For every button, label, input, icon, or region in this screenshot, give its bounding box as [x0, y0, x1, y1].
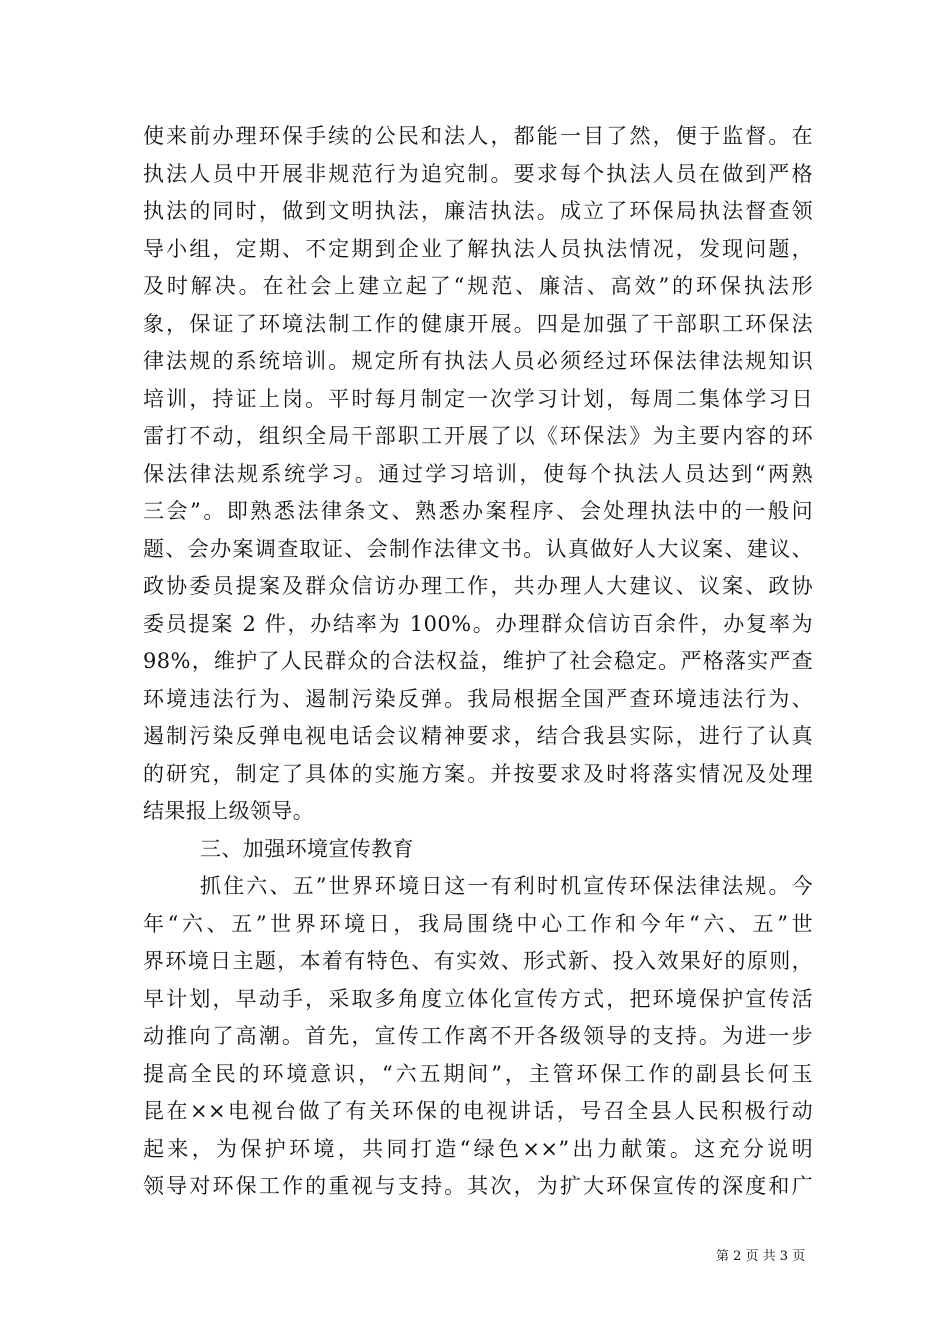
- body-line: 题、会办案调查取证、会制作法律文书。认真做好人大议案、建议、: [143, 536, 813, 561]
- body-line: 动推向了高潮。首先，宣传工作离不开各级领导的支持。为进一步: [143, 1024, 813, 1048]
- body-line: 律法规的系统培训。规定所有执法人员必须经过环保法律法规知识: [143, 349, 813, 373]
- body-line: 政协委员提案及群众信访办理工作，共办理人大建议、议案、政协: [143, 574, 813, 598]
- body-line: 领导对环保工作的重视与支持。其次，为扩大环保宣传的深度和广: [143, 1174, 813, 1198]
- body-line: 象，保证了环境法制工作的健康开展。四是加强了干部职工环保法: [143, 311, 813, 336]
- body-line: 执法的同时，做到文明执法，廉洁执法。成立了环保局执法督查领: [143, 199, 813, 223]
- body-line: 环境违法行为、遏制污染反弹。我局根据全国严查环境违法行为、: [143, 686, 813, 711]
- body-line: 的研究，制定了具体的实施方案。并按要求及时将落实情况及处理: [143, 761, 813, 786]
- body-line: 使来前办理环保手续的公民和法人，都能一目了然，便于监督。在: [143, 124, 813, 148]
- body-line: 结果报上级领导。: [143, 799, 315, 823]
- body-line: 界环境日主题，本着有特色、有实效、形式新、投入效果好的原则，: [143, 949, 813, 973]
- body-line: 遏制污染反弹电视电话会议精神要求，结合我县实际，进行了认真: [143, 724, 813, 748]
- body-line: 昆在××电视台做了有关环保的电视讲话，号召全县人民积极行动: [143, 1099, 813, 1123]
- body-line: 早计划，早动手，采取多角度立体化宣传方式，把环境保护宣传活: [143, 986, 813, 1011]
- body-line: 三会”。即熟悉法律条文、熟悉办案程序、会处理执法中的一般问: [143, 499, 813, 523]
- body-line: 抓住六、五”世界环境日这一有利时机宣传环保法律法规。今: [200, 874, 813, 898]
- body-line: 导小组，定期、不定期到企业了解执法人员执法情况，发现问题，: [143, 236, 813, 261]
- section-heading: 三、加强环境宣传教育: [200, 836, 414, 861]
- body-line: 执法人员中开展非规范行为追究制。要求每个执法人员在做到严格: [143, 161, 813, 186]
- body-line: 年“六、五”世界环境日，我局围绕中心工作和今年“六、五”世: [143, 911, 813, 936]
- body-line: 98%，维护了人民群众的合法权益，维护了社会稳定。严格落实严查: [143, 649, 813, 673]
- body-line: 起来，为保护环境，共同打造“绿色××”出力献策。这充分说明: [143, 1136, 813, 1161]
- body-line: 及时解决。在社会上建立起了“规范、廉洁、高效”的环保执法形: [143, 274, 813, 298]
- body-line: 培训，持证上岗。平时每月制定一次学习计划，每周二集体学习日: [143, 386, 813, 411]
- page-number: 第 2 页 共 3 页: [716, 1249, 806, 1264]
- body-line: 委员提案 2 件，办结率为 100%。办理群众信访百余件，办复率为: [143, 611, 813, 636]
- body-line: 保法律法规系统学习。通过学习培训，使每个执法人员达到“两熟: [143, 461, 813, 486]
- document-body: [143, 118, 813, 1206]
- body-line: 提高全民的环境意识，“六五期间”，主管环保工作的副县长何玉: [143, 1061, 813, 1086]
- body-line: 雷打不动，组织全局干部职工开展了以《环保法》为主要内容的环: [143, 424, 813, 448]
